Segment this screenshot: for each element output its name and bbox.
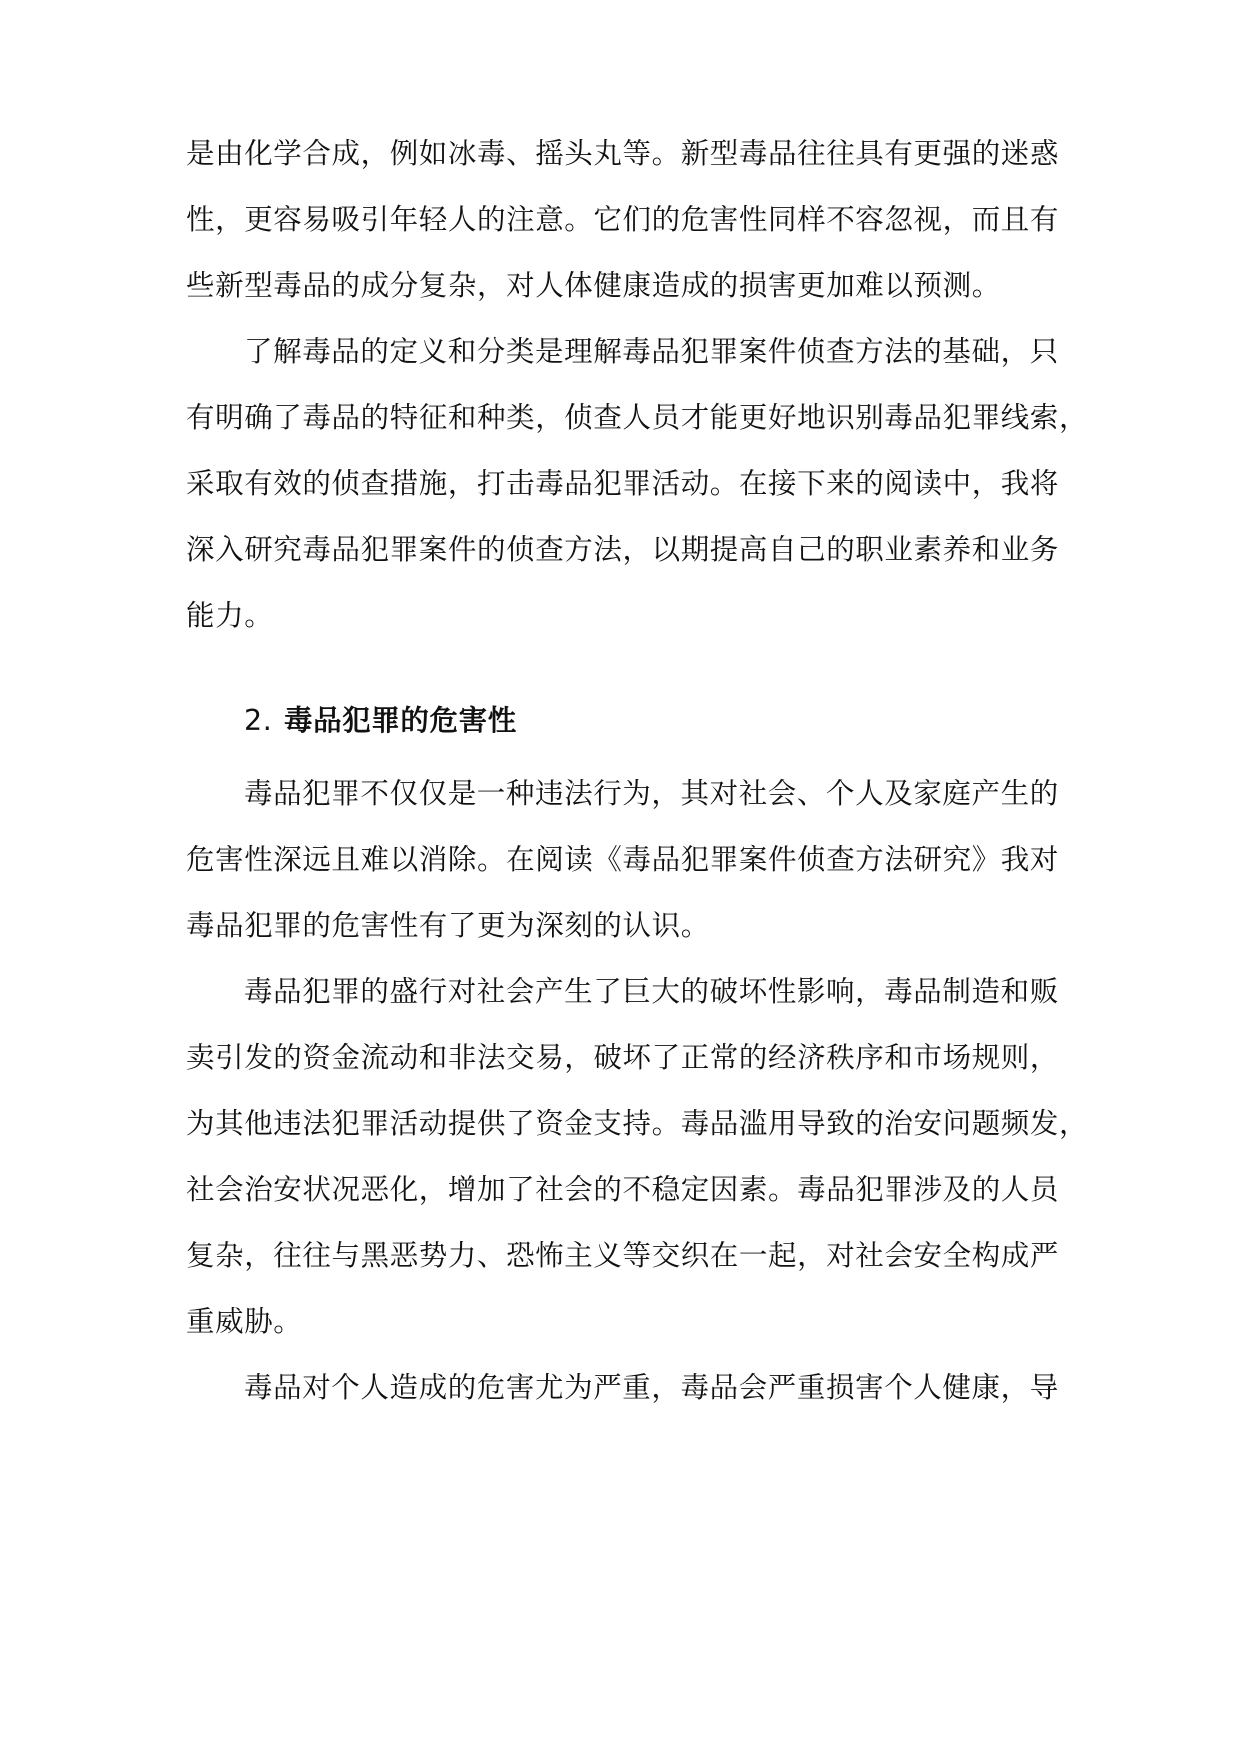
paragraph-line: 毒品对个人造成的危害尤为严重，毒品会严重损害个人健康，导	[244, 1371, 1059, 1404]
paragraph-line: 危害性深远且难以消除。在阅读《毒品犯罪案件侦查方法研究》我对	[186, 843, 1060, 876]
paragraph-line: 采取有效的侦查措施，打击毒品犯罪活动。在接下来的阅读中，我将	[186, 467, 1060, 500]
paragraph-line: 有明确了毒品的特征和种类，侦查人员才能更好地识别毒品犯罪线索，	[186, 401, 1089, 434]
paragraph-line: 些新型毒品的成分复杂，对人体健康造成的损害更加难以预测。	[186, 269, 1001, 302]
paragraph-line: 深入研究毒品犯罪案件的侦查方法，以期提高自己的职业素养和业务	[186, 533, 1060, 566]
section-number: 2.	[244, 704, 273, 737]
paragraph-line: 毒品犯罪不仅仅是一种违法行为，其对社会、个人及家庭产生的	[244, 777, 1059, 810]
section-heading	[244, 703, 517, 739]
paragraph-line: 社会治安状况恶化，增加了社会的不稳定因素。毒品犯罪涉及的人员	[186, 1173, 1060, 1206]
paragraph-line: 复杂，往往与黑恶势力、恐怖主义等交织在一起，对社会安全构成严	[186, 1239, 1060, 1272]
paragraph-line: 毒品犯罪的盛行对社会产生了巨大的破坏性影响，毒品制造和贩	[244, 975, 1059, 1008]
paragraph-line: 卖引发的资金流动和非法交易，破坏了正常的经济秩序和市场规则，	[186, 1041, 1060, 1074]
paragraph-line: 性，更容易吸引年轻人的注意。它们的危害性同样不容忽视，而且有	[186, 203, 1060, 236]
paragraph-line: 是由化学合成，例如冰毒、摇头丸等。新型毒品往往具有更强的迷惑	[186, 137, 1060, 170]
paragraph-line: 了解毒品的定义和分类是理解毒品犯罪案件侦查方法的基础，只	[244, 335, 1059, 368]
paragraph-line: 重威胁。	[186, 1305, 303, 1338]
section-title: 毒品犯罪的危害性	[284, 704, 517, 737]
paragraph-line: 为其他违法犯罪活动提供了资金支持。毒品滥用导致的治安问题频发，	[186, 1107, 1089, 1140]
paragraph-line: 能力。	[186, 599, 274, 632]
paragraph-line: 毒品犯罪的危害性有了更为深刻的认识。	[186, 909, 710, 942]
